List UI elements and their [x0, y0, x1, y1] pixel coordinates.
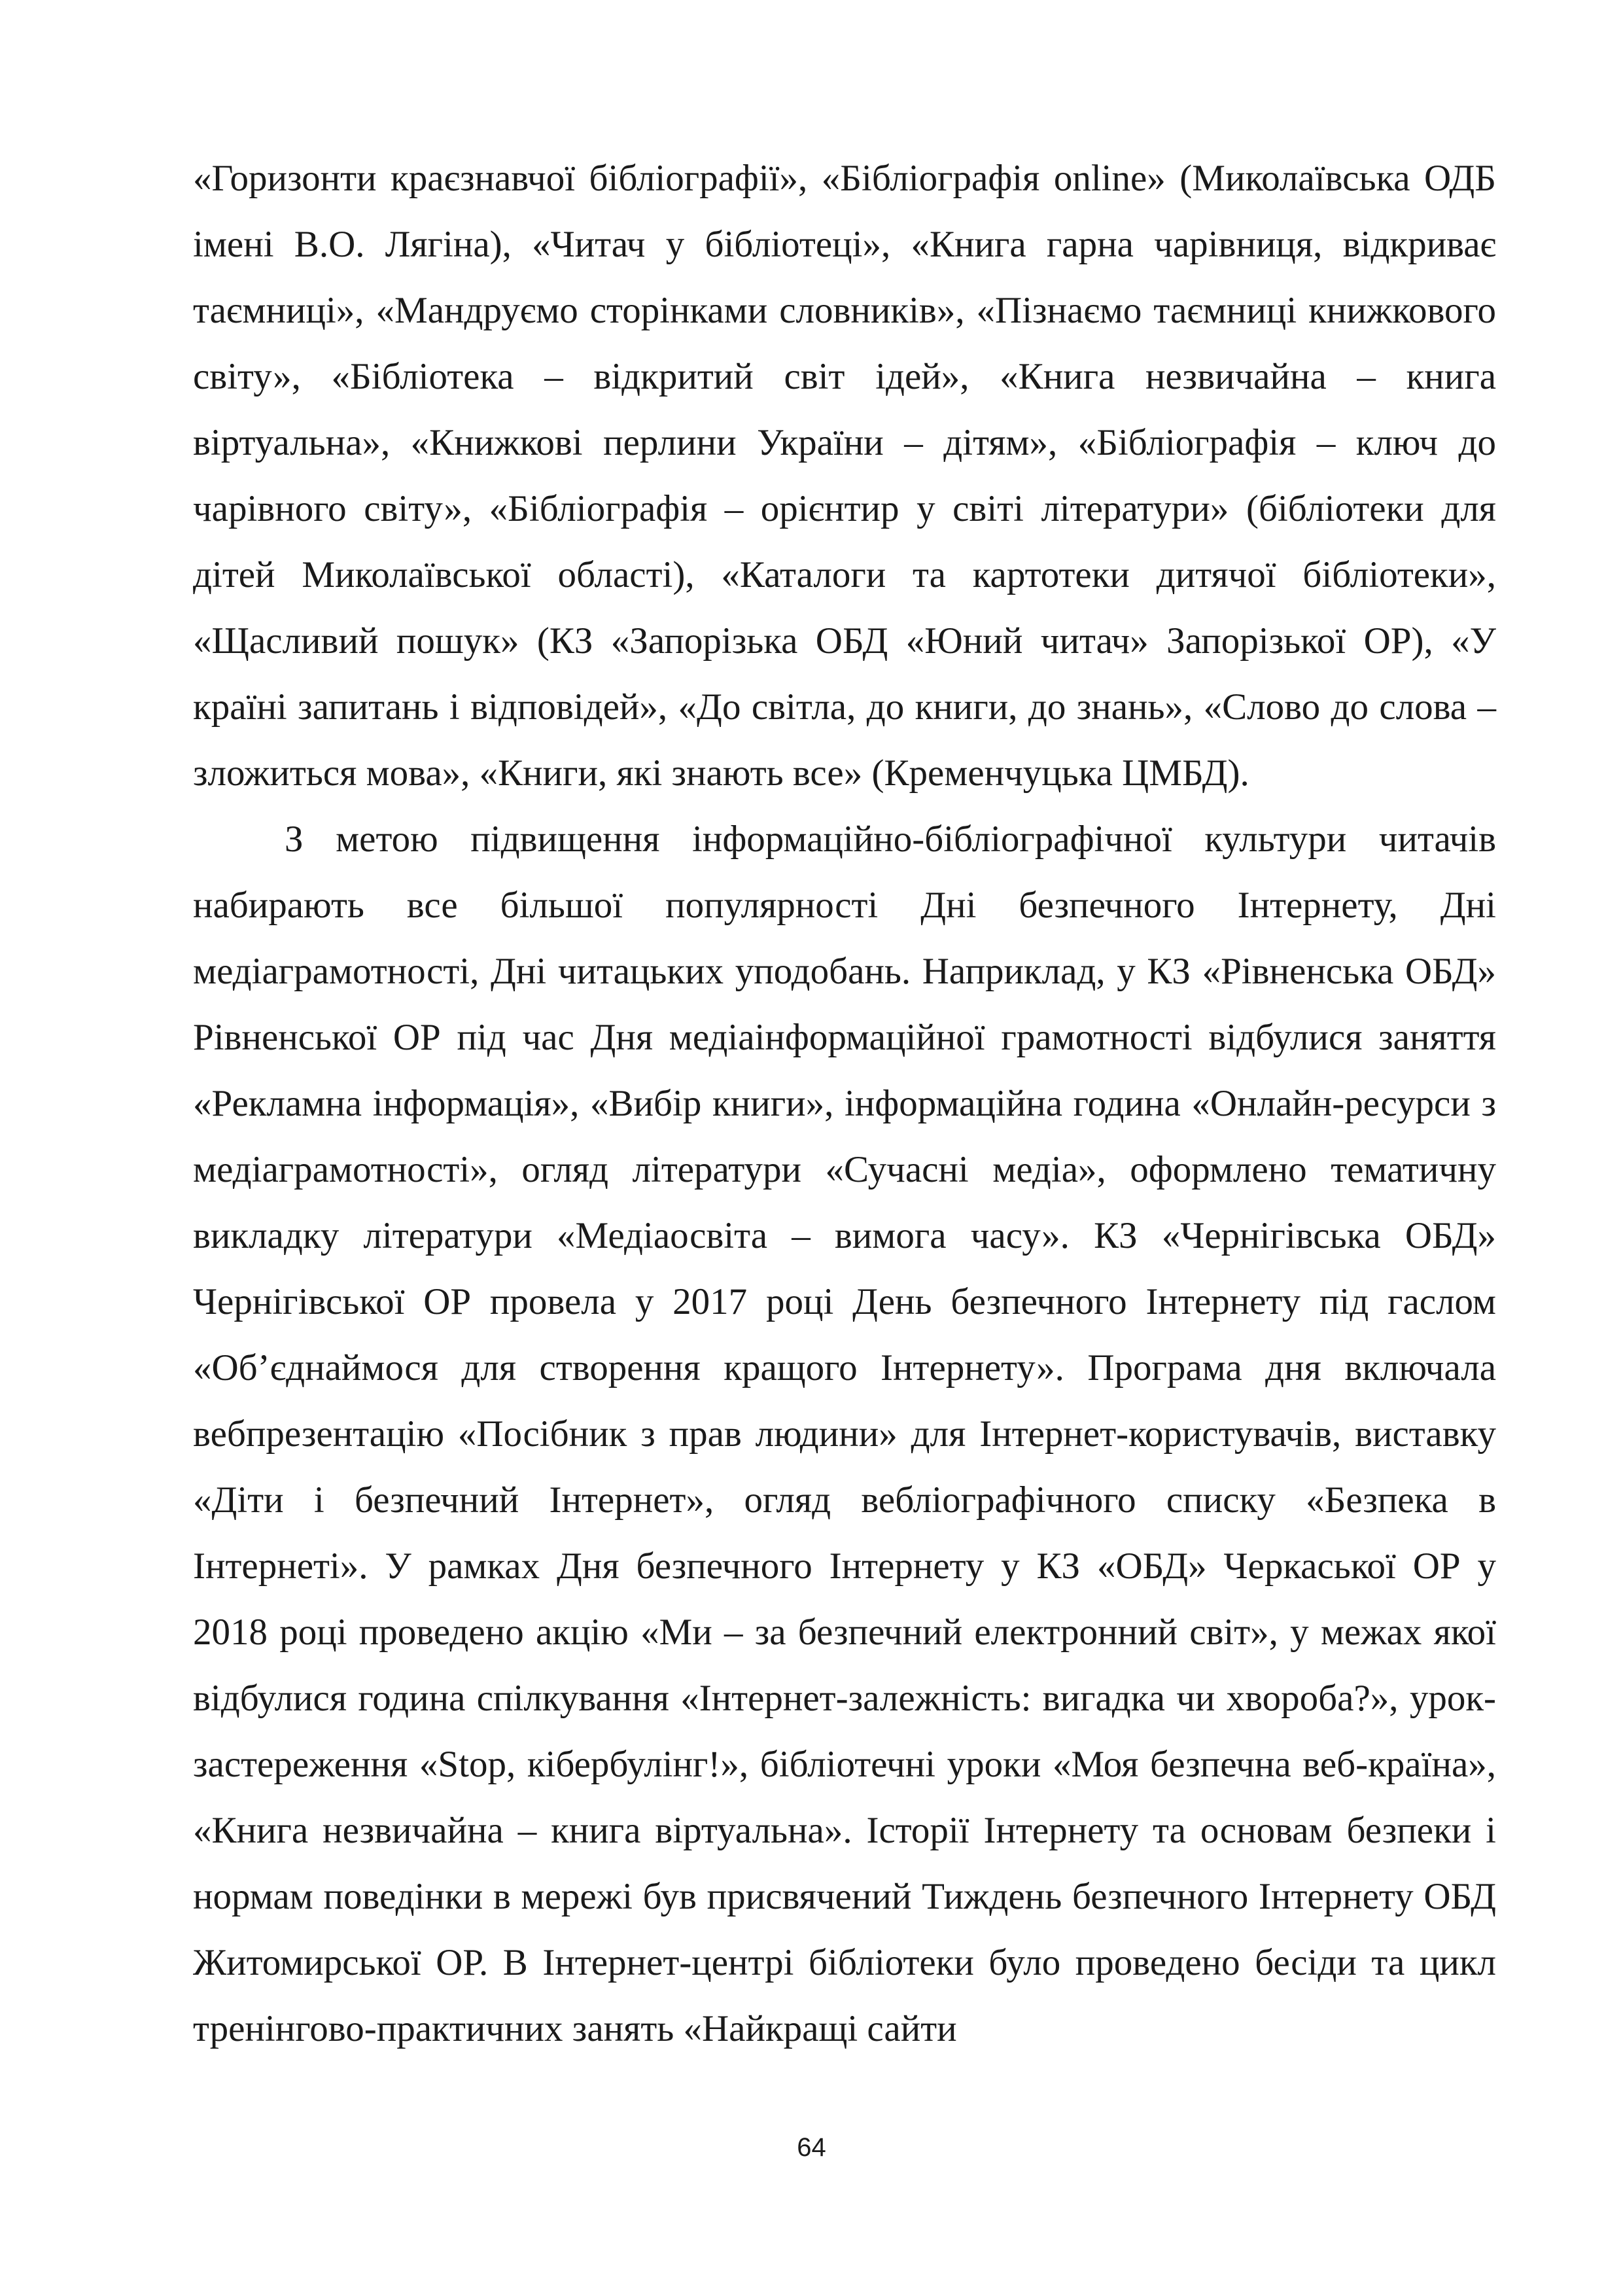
paragraph-1: «Горизонти краєзнавчої бібліографії», «Бібліографія online» (Миколаївська ОДБ імені В.О. Лягіна), «Читач у бібліотеці», «Книга гарна чарівниця, відкриває таємниці», «Мандруємо сторінками словників», «Пізнаємо таємниці книжкового світу», «Бібліотека – відкритий світ ідей», «Книга незвичайна – книга віртуальна», «Книжкові перлини України – дітям», «Бібліографія – ключ до чарівного світу», «Бібліографія – орієнтир у світі літератури» (бібліотеки для дітей Миколаївської області), «Каталоги та картотеки дитячої бібліотеки», «Щасливий пошук» (КЗ «Запорізька ОБД «Юний читач» Запорізької ОР), «У країні запитань і відповідей», «До світла, до книги, до знань», «Слово до слова – зложиться мова», «Книги, які знають все» (Кременчуцька ЦМБД). — [193, 158, 1496, 794]
page-number: 64 — [797, 2133, 826, 2162]
body-text — [193, 145, 1496, 2062]
paragraph-2: З метою підвищення інформаційно-бібліографічної культури читачів набирають все більшої популярності Дні безпечного Інтернету, Дні медіаграмотності, Дні читацьких уподобань. Наприклад, у КЗ «Рівненська ОБД» Рівненської ОР під час Дня медіаінформаційної грамотності відбулися заняття «Рекламна інформація», «Вибір книги», інформаційна година «Онлайн-ресурси з медіаграмотності», огляд літератури «Сучасні медіа», оформлено тематичну викладку літератури «Медіаосвіта – вимога часу». КЗ «Чернігівська ОБД» Чернігівської ОР провела у 2017 році День безпечного Інтернету під гаслом «Об’єднаймося для створення кращого Інтернету». Програма дня включала вебпрезентацію «Посібник з прав людини» для Інтернет-користувачів, виставку «Діти і безпечний Інтернет», огляд вебліографічного списку «Безпека в Інтернеті». У рамках Дня безпечного Інтернету у КЗ «ОБД» Черкаської ОР у 2018 році проведено акцію «Ми – за безпечний електронний світ», у межах якої відбулися година спілкування «Інтернет-залежність: вигадка чи хвороба?», урок-застереження «Stop, кібербулінг!», бібліотечні уроки «Моя безпечна веб-країна», «Книга незвичайна – книга віртуальна». Історії Інтернету та основам безпеки і нормам поведінки в мережі був присвячений Тиждень безпечного Інтернету ОБД Житомирської ОР. В Інтернет-центрі бібліотеки було проведено бесіди та цикл тренінгово-практичних занять «Найкращі сайти — [193, 819, 1496, 2049]
